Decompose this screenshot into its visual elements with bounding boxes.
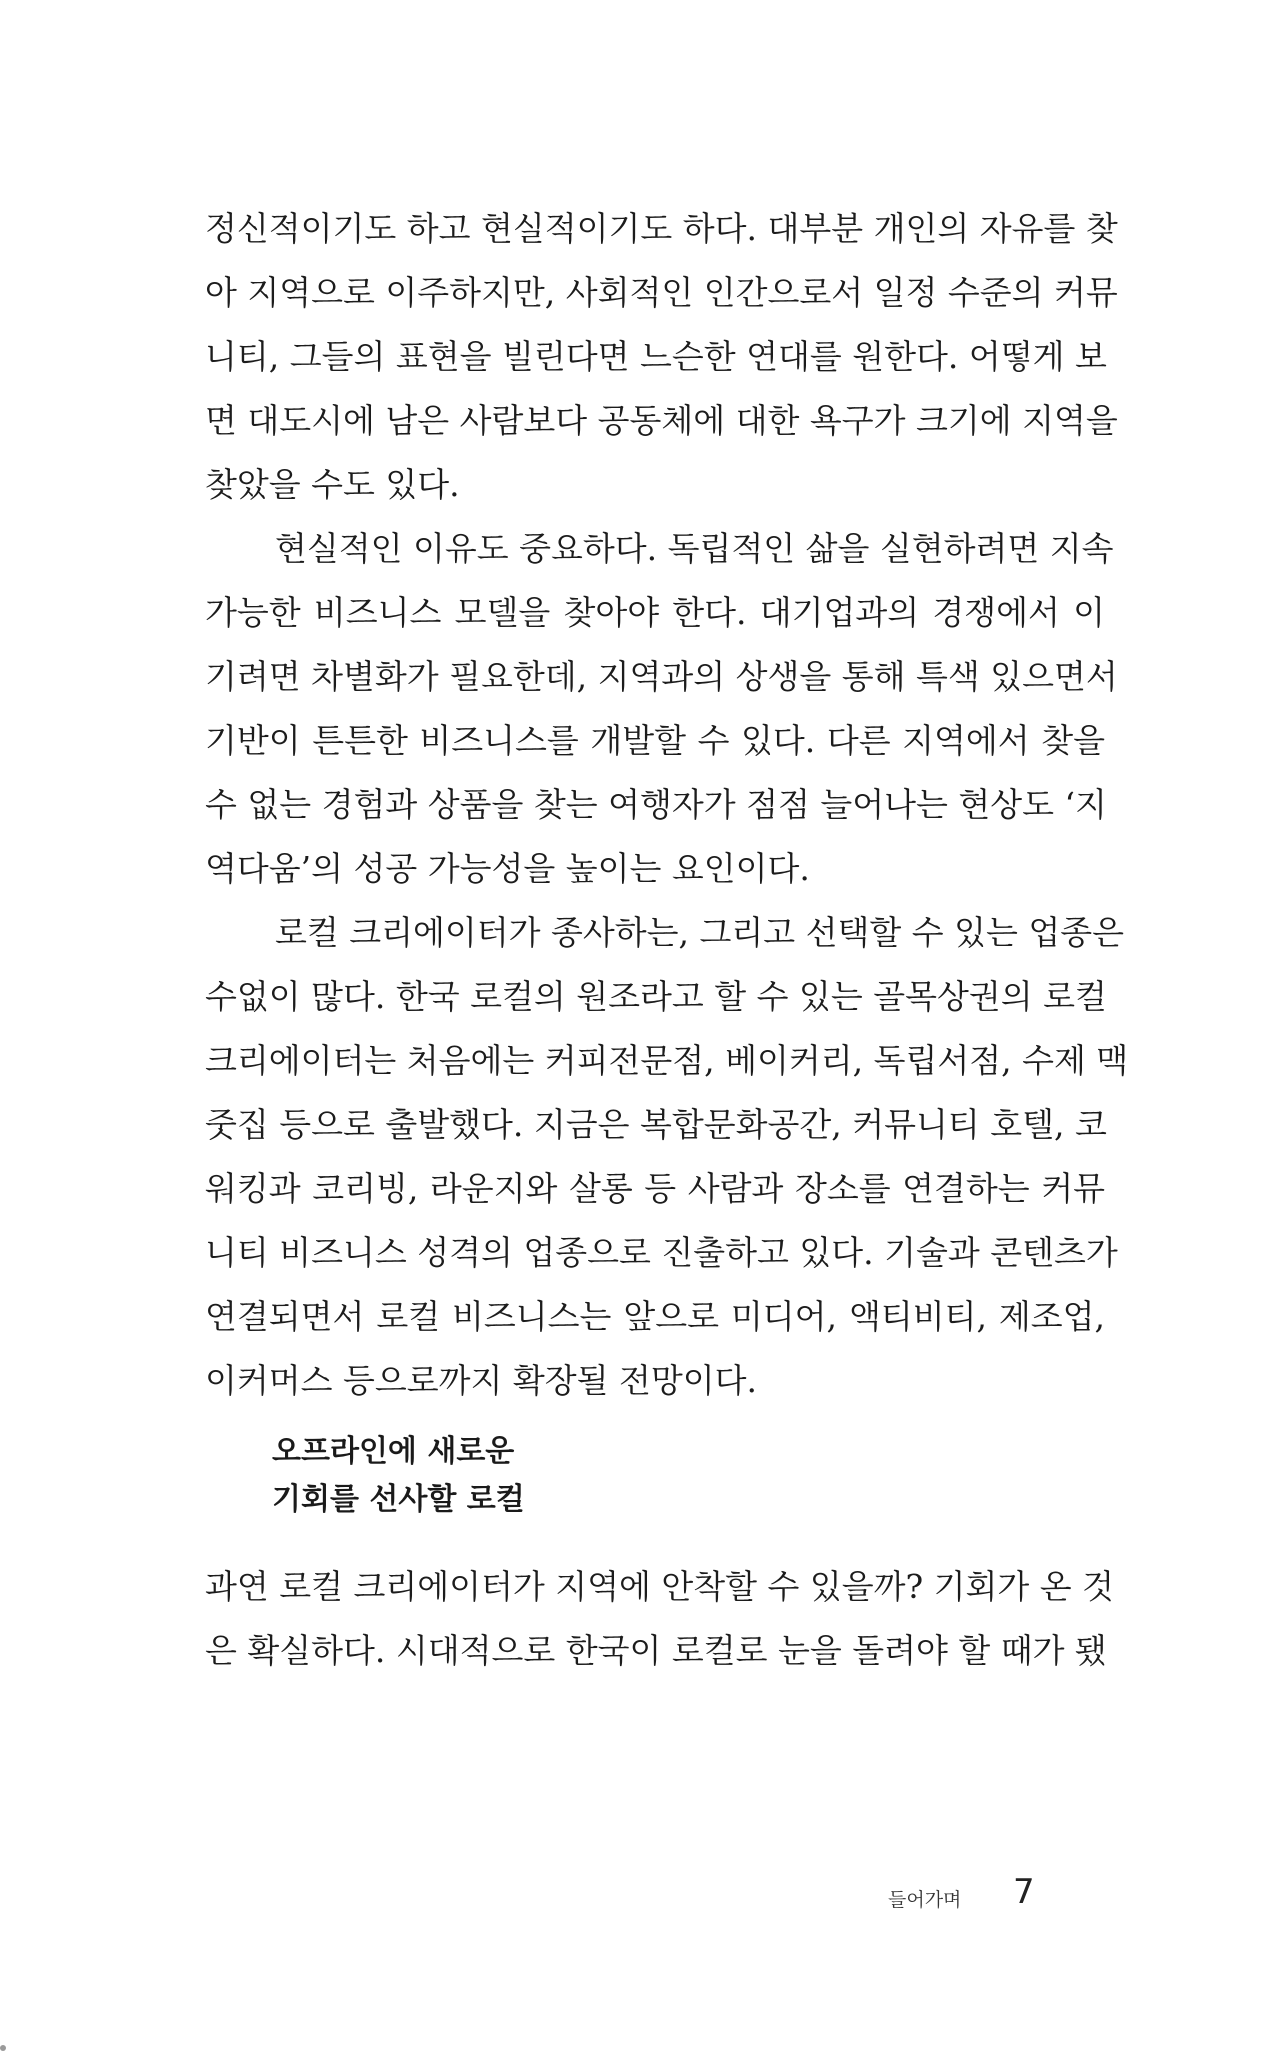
paragraph-line: 과연 로컬 크리에이터가 지역에 안착할 수 있을까? 기회가 온 것 <box>205 1567 1115 1606</box>
paragraph-line: 은 확실하다. 시대적으로 한국이 로컬로 눈을 돌려야 할 때가 됐 <box>205 1631 1107 1670</box>
page-number: 7 <box>1013 1872 1035 1912</box>
paragraph-line: 크리에이터는 처음에는 커피전문점, 베이커리, 독립서점, 수제 맥 <box>205 1041 1129 1080</box>
paragraph-line: 워킹과 코리빙, 라운지와 살롱 등 사람과 장소를 연결하는 커뮤 <box>205 1169 1105 1208</box>
paragraph-line: 줏집 등으로 출발했다. 지금은 복합문화공간, 커뮤니티 호텔, 코 <box>205 1105 1107 1144</box>
paragraph-line: 정신적이기도 하고 현실적이기도 하다. 대부분 개인의 자유를 찾 <box>205 209 1118 248</box>
section-heading-line: 기회를 선사할 로컬 <box>272 1482 525 1517</box>
paragraph-line: 기반이 튼튼한 비즈니스를 개발할 수 있다. 다른 지역에서 찾을 <box>205 721 1105 760</box>
paragraph-line: 가능한 비즈니스 모델을 찾아야 한다. 대기업과의 경쟁에서 이 <box>205 593 1105 632</box>
paragraph-line: 로컬 크리에이터가 종사하는, 그리고 선택할 수 있는 업종은 <box>275 913 1124 952</box>
paragraph-line: 기려면 차별화가 필요한데, 지역과의 상생을 통해 특색 있으면서 <box>205 657 1118 696</box>
paragraph-line: 연결되면서 로컬 비즈니스는 앞으로 미디어, 액티비티, 제조업, <box>205 1297 1105 1336</box>
paragraph-line: 니티 비즈니스 성격의 업종으로 진출하고 있다. 기술과 콘텐츠가 <box>205 1233 1118 1272</box>
paragraph-line: 아 지역으로 이주하지만, 사회적인 인간으로서 일정 수준의 커뮤 <box>205 273 1118 312</box>
running-footer-section-label: 들어가며 <box>888 1889 962 1911</box>
scan-dot-mark <box>0 2045 6 2051</box>
paragraph-line: 니티, 그들의 표현을 빌린다면 느슨한 연대를 원한다. 어떻게 보 <box>205 337 1107 376</box>
body-text-section <box>205 1555 1115 1683</box>
paragraph-line: 현실적인 이유도 중요하다. 독립적인 삶을 실현하려면 지속 <box>275 529 1114 568</box>
paragraph-line: 수 없는 경험과 상품을 찾는 여행자가 점점 늘어나는 현상도 ‘지 <box>205 785 1107 824</box>
paragraph-line: 찾았을 수도 있다. <box>205 465 460 504</box>
section-heading <box>272 1428 525 1524</box>
section-heading-line: 오프라인에 새로운 <box>272 1434 515 1469</box>
paragraph-line: 면 대도시에 남은 사람보다 공동체에 대한 욕구가 크기에 지역을 <box>205 401 1118 440</box>
paragraph-line: 이커머스 등으로까지 확장될 전망이다. <box>205 1361 758 1400</box>
paragraph-line: 수없이 많다. 한국 로컬의 원조라고 할 수 있는 골목상권의 로컬 <box>205 977 1107 1016</box>
paragraph-line: 역다움’의 성공 가능성을 높이는 요인이다. <box>205 849 810 888</box>
body-text-section <box>205 197 1129 1413</box>
